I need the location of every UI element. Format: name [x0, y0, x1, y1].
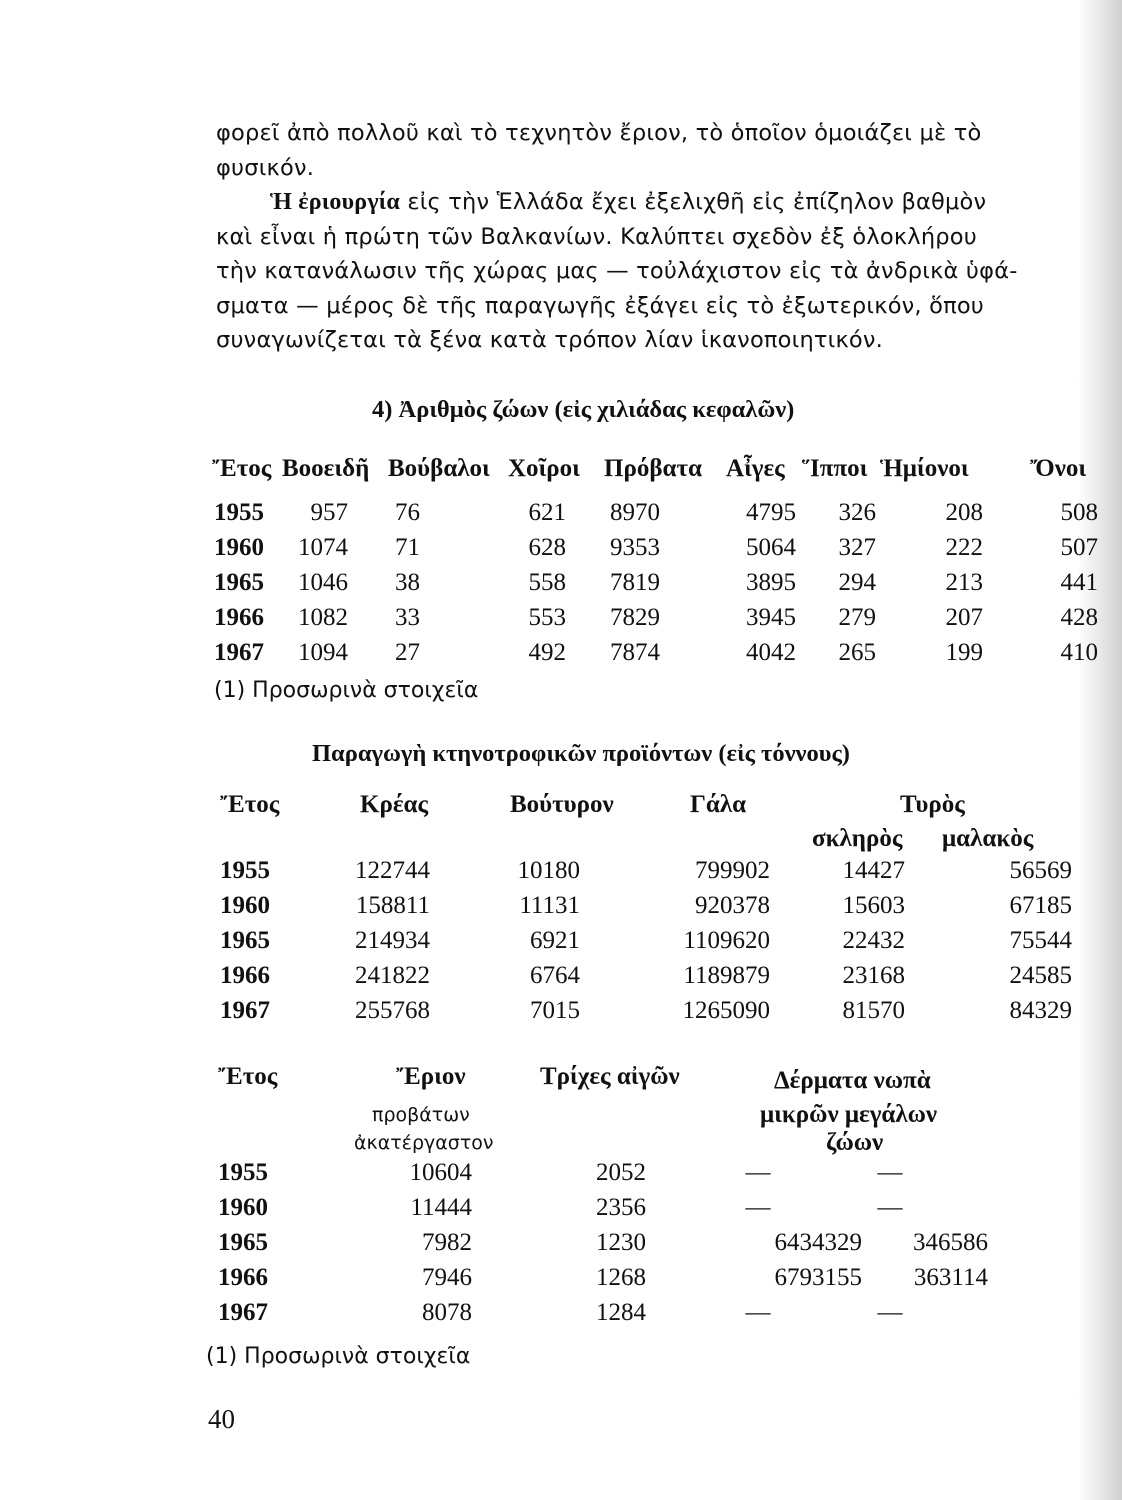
table-cell: 410 [1060, 639, 1098, 666]
table-cell: 508 [1060, 499, 1098, 526]
year-cell: 1967 [214, 639, 264, 666]
column-subheader: μικρῶν μεγάλων [760, 1101, 938, 1128]
table-cell: 327 [838, 534, 876, 561]
column-subheader: προβάτων [372, 1104, 470, 1126]
table-cell: 33 [395, 604, 420, 631]
column-subheader: ἀκατέργαστον [354, 1132, 494, 1154]
table-cell: 326 [838, 499, 876, 526]
table2-title: Παραγωγὴ κτηνοτροφικῶν προϊόντων (εἰς τόννους) [312, 740, 850, 767]
column-header: Τυρὸς [900, 791, 965, 818]
table-cell: — [877, 1194, 903, 1221]
column-header: Βοοειδῆ [282, 455, 370, 482]
table-cell: 6921 [530, 927, 580, 954]
column-header: Αἶγες [726, 455, 785, 482]
table-cell: 222 [945, 534, 983, 561]
table-cell: 56569 [1009, 857, 1072, 884]
table-cell: 14427 [842, 857, 905, 884]
year-cell: 1955 [220, 857, 270, 884]
text-line: Ἡ ἐριουργία εἰς τὴν Ἑλλάδα ἔχει ἐξελιχθῆ εἰς ἐπίζηλον βαθμὸν [270, 189, 987, 215]
table-cell: 10604 [409, 1159, 472, 1186]
table-cell: 279 [838, 604, 876, 631]
text-line: φορεῖ ἀπὸ πολλοῦ καὶ τὸ τεχνητὸν ἔριον, τὸ ὁποῖον ὁμοιάζει μὲ τὸ [216, 120, 982, 146]
table-cell: 799902 [695, 857, 770, 884]
table-cell: 553 [528, 604, 566, 631]
table-cell: 363114 [913, 1264, 988, 1291]
column-header: Βούτυρον [510, 791, 614, 818]
table-cell: 558 [528, 569, 566, 596]
table-cell: 75544 [1009, 927, 1072, 954]
table-cell: 920378 [695, 892, 770, 919]
table1-note: (1) Προσωρινὰ στοιχεῖα [214, 678, 479, 703]
table-cell: 24585 [1009, 962, 1072, 989]
year-cell: 1966 [218, 1264, 268, 1291]
table-cell: 7874 [610, 639, 660, 666]
table-cell: 428 [1060, 604, 1098, 631]
table-cell: — [877, 1159, 903, 1186]
table-cell: 208 [945, 499, 983, 526]
table-cell: 27 [395, 639, 420, 666]
table-cell: — [745, 1194, 771, 1221]
table-cell: 265 [838, 639, 876, 666]
table-cell: 255768 [355, 997, 430, 1024]
table-cell: 81570 [842, 997, 905, 1024]
column-header: Πρόβατα [604, 455, 702, 482]
column-header: Βούβαλοι [388, 455, 490, 482]
column-header: Ἔτος [212, 455, 272, 482]
table3-note: (1) Προσωρινὰ στοιχεῖα [206, 1344, 471, 1369]
year-cell: 1967 [220, 997, 270, 1024]
table-cell: 1046 [298, 569, 348, 596]
table-cell: 7946 [422, 1264, 472, 1291]
table-cell: 2052 [596, 1159, 646, 1186]
table-cell: 22432 [842, 927, 905, 954]
table-cell: 8078 [422, 1299, 472, 1326]
table-cell: 7015 [530, 997, 580, 1024]
table-cell: 241822 [355, 962, 430, 989]
text-line: συναγωνίζεται τὰ ξένα κατὰ τρόπον λίαν ἱκανοποιητικόν. [216, 327, 884, 353]
page-number: 40 [208, 1404, 235, 1434]
table-cell: 628 [528, 534, 566, 561]
text-line: καὶ εἶναι ἡ πρώτη τῶν Βαλκανίων. Καλύπτει σχεδὸν ἐξ ὁλοκλήρου [216, 223, 977, 250]
table-cell: 5064 [746, 534, 796, 561]
table-cell: — [877, 1299, 903, 1326]
year-cell: 1960 [220, 892, 270, 919]
table-cell: 23168 [842, 962, 905, 989]
text-line: σματα — μέρος δὲ τῆς παραγωγῆς ἐξάγει εἰς τὸ ἐξωτερικόν, ὅπου [216, 292, 985, 319]
table-cell: — [745, 1159, 771, 1186]
table-cell: 1230 [596, 1229, 646, 1256]
table-cell: 6434329 [774, 1229, 862, 1256]
table-cell: 38 [395, 569, 420, 596]
table-cell: 6793155 [774, 1264, 862, 1291]
table-cell: 2356 [596, 1194, 646, 1221]
table-cell: 1268 [596, 1264, 646, 1291]
table-cell: — [745, 1299, 771, 1326]
year-cell: 1960 [218, 1194, 268, 1221]
column-header: Ἔτος [218, 1063, 278, 1090]
table-cell: 507 [1060, 534, 1098, 561]
table-cell: 3895 [746, 569, 796, 596]
table-cell: 7829 [610, 604, 660, 631]
table-cell: 441 [1060, 569, 1098, 596]
column-header: Κρέας [360, 791, 429, 818]
year-cell: 1967 [218, 1299, 268, 1326]
table-cell: 1082 [298, 604, 348, 631]
year-cell: 1965 [218, 1229, 268, 1256]
table-cell: 6764 [530, 962, 580, 989]
table-cell: 213 [945, 569, 983, 596]
column-subheader: ζώων [826, 1129, 884, 1156]
table-cell: 11444 [410, 1194, 472, 1221]
table-cell: 122744 [355, 857, 430, 884]
table-cell: 621 [528, 499, 566, 526]
table-cell: 492 [528, 639, 566, 666]
table-cell: 1094 [298, 639, 348, 666]
table-cell: 11131 [519, 892, 580, 919]
column-header: Χοῖροι [508, 455, 580, 482]
column-header: Ὄνοι [1030, 455, 1087, 482]
year-cell: 1965 [214, 569, 264, 596]
text-line: τὴν κατανάλωσιν τῆς χώρας μας — τοὐλάχιστον εἰς τὰ ἀνδρικὰ ὑφά- [216, 258, 1018, 284]
table-cell: 1189879 [683, 962, 770, 989]
column-subheader: μαλακὸς [942, 825, 1034, 852]
column-header: Δέρματα νωπὰ [774, 1067, 931, 1094]
year-cell: 1955 [214, 499, 264, 526]
table-cell: 1074 [298, 534, 348, 561]
table-cell: 1284 [596, 1299, 646, 1326]
table-cell: 957 [310, 499, 348, 526]
table-cell: 84329 [1009, 997, 1072, 1024]
table-cell: 71 [395, 534, 420, 561]
table-cell: 1109620 [683, 927, 770, 954]
table-cell: 199 [945, 639, 983, 666]
intro-paragraph [216, 116, 1104, 358]
table-cell: 15603 [842, 892, 905, 919]
table-cell: 214934 [355, 927, 430, 954]
year-cell: 1966 [220, 962, 270, 989]
table-cell: 4795 [746, 499, 796, 526]
table-cell: 207 [945, 604, 983, 631]
table-cell: 4042 [746, 639, 796, 666]
table-cell: 3945 [746, 604, 796, 631]
table1-title: 4) Ἀριθμὸς ζώων (εἰς χιλιάδας κεφαλῶν) [372, 396, 795, 423]
column-header: Ἵπποι [802, 455, 868, 482]
year-cell: 1966 [214, 604, 264, 631]
year-cell: 1960 [214, 534, 264, 561]
year-cell: 1955 [218, 1159, 268, 1186]
table-cell: 76 [395, 499, 420, 526]
table-cell: 158811 [355, 892, 430, 919]
table-cell: 9353 [610, 534, 660, 561]
table-cell: 7819 [610, 569, 660, 596]
table-cell: 10180 [517, 857, 580, 884]
table-cell: 346586 [913, 1229, 988, 1256]
table-cell: 294 [838, 569, 876, 596]
column-header: Γάλα [690, 791, 747, 818]
year-cell: 1965 [220, 927, 270, 954]
column-header: Τρίχες αἰγῶν [540, 1063, 680, 1090]
table-cell: 8970 [610, 499, 660, 526]
column-subheader: σκληρὸς [812, 825, 903, 852]
column-header: Ἔριον [396, 1063, 466, 1090]
table-cell: 1265090 [682, 997, 770, 1024]
table-cell: 7982 [422, 1229, 472, 1256]
column-header: Ἡμίονοι [880, 455, 969, 482]
column-header: Ἔτος [220, 791, 280, 818]
table-cell: 67185 [1009, 892, 1072, 919]
text-line: φυσικόν. [216, 154, 315, 181]
